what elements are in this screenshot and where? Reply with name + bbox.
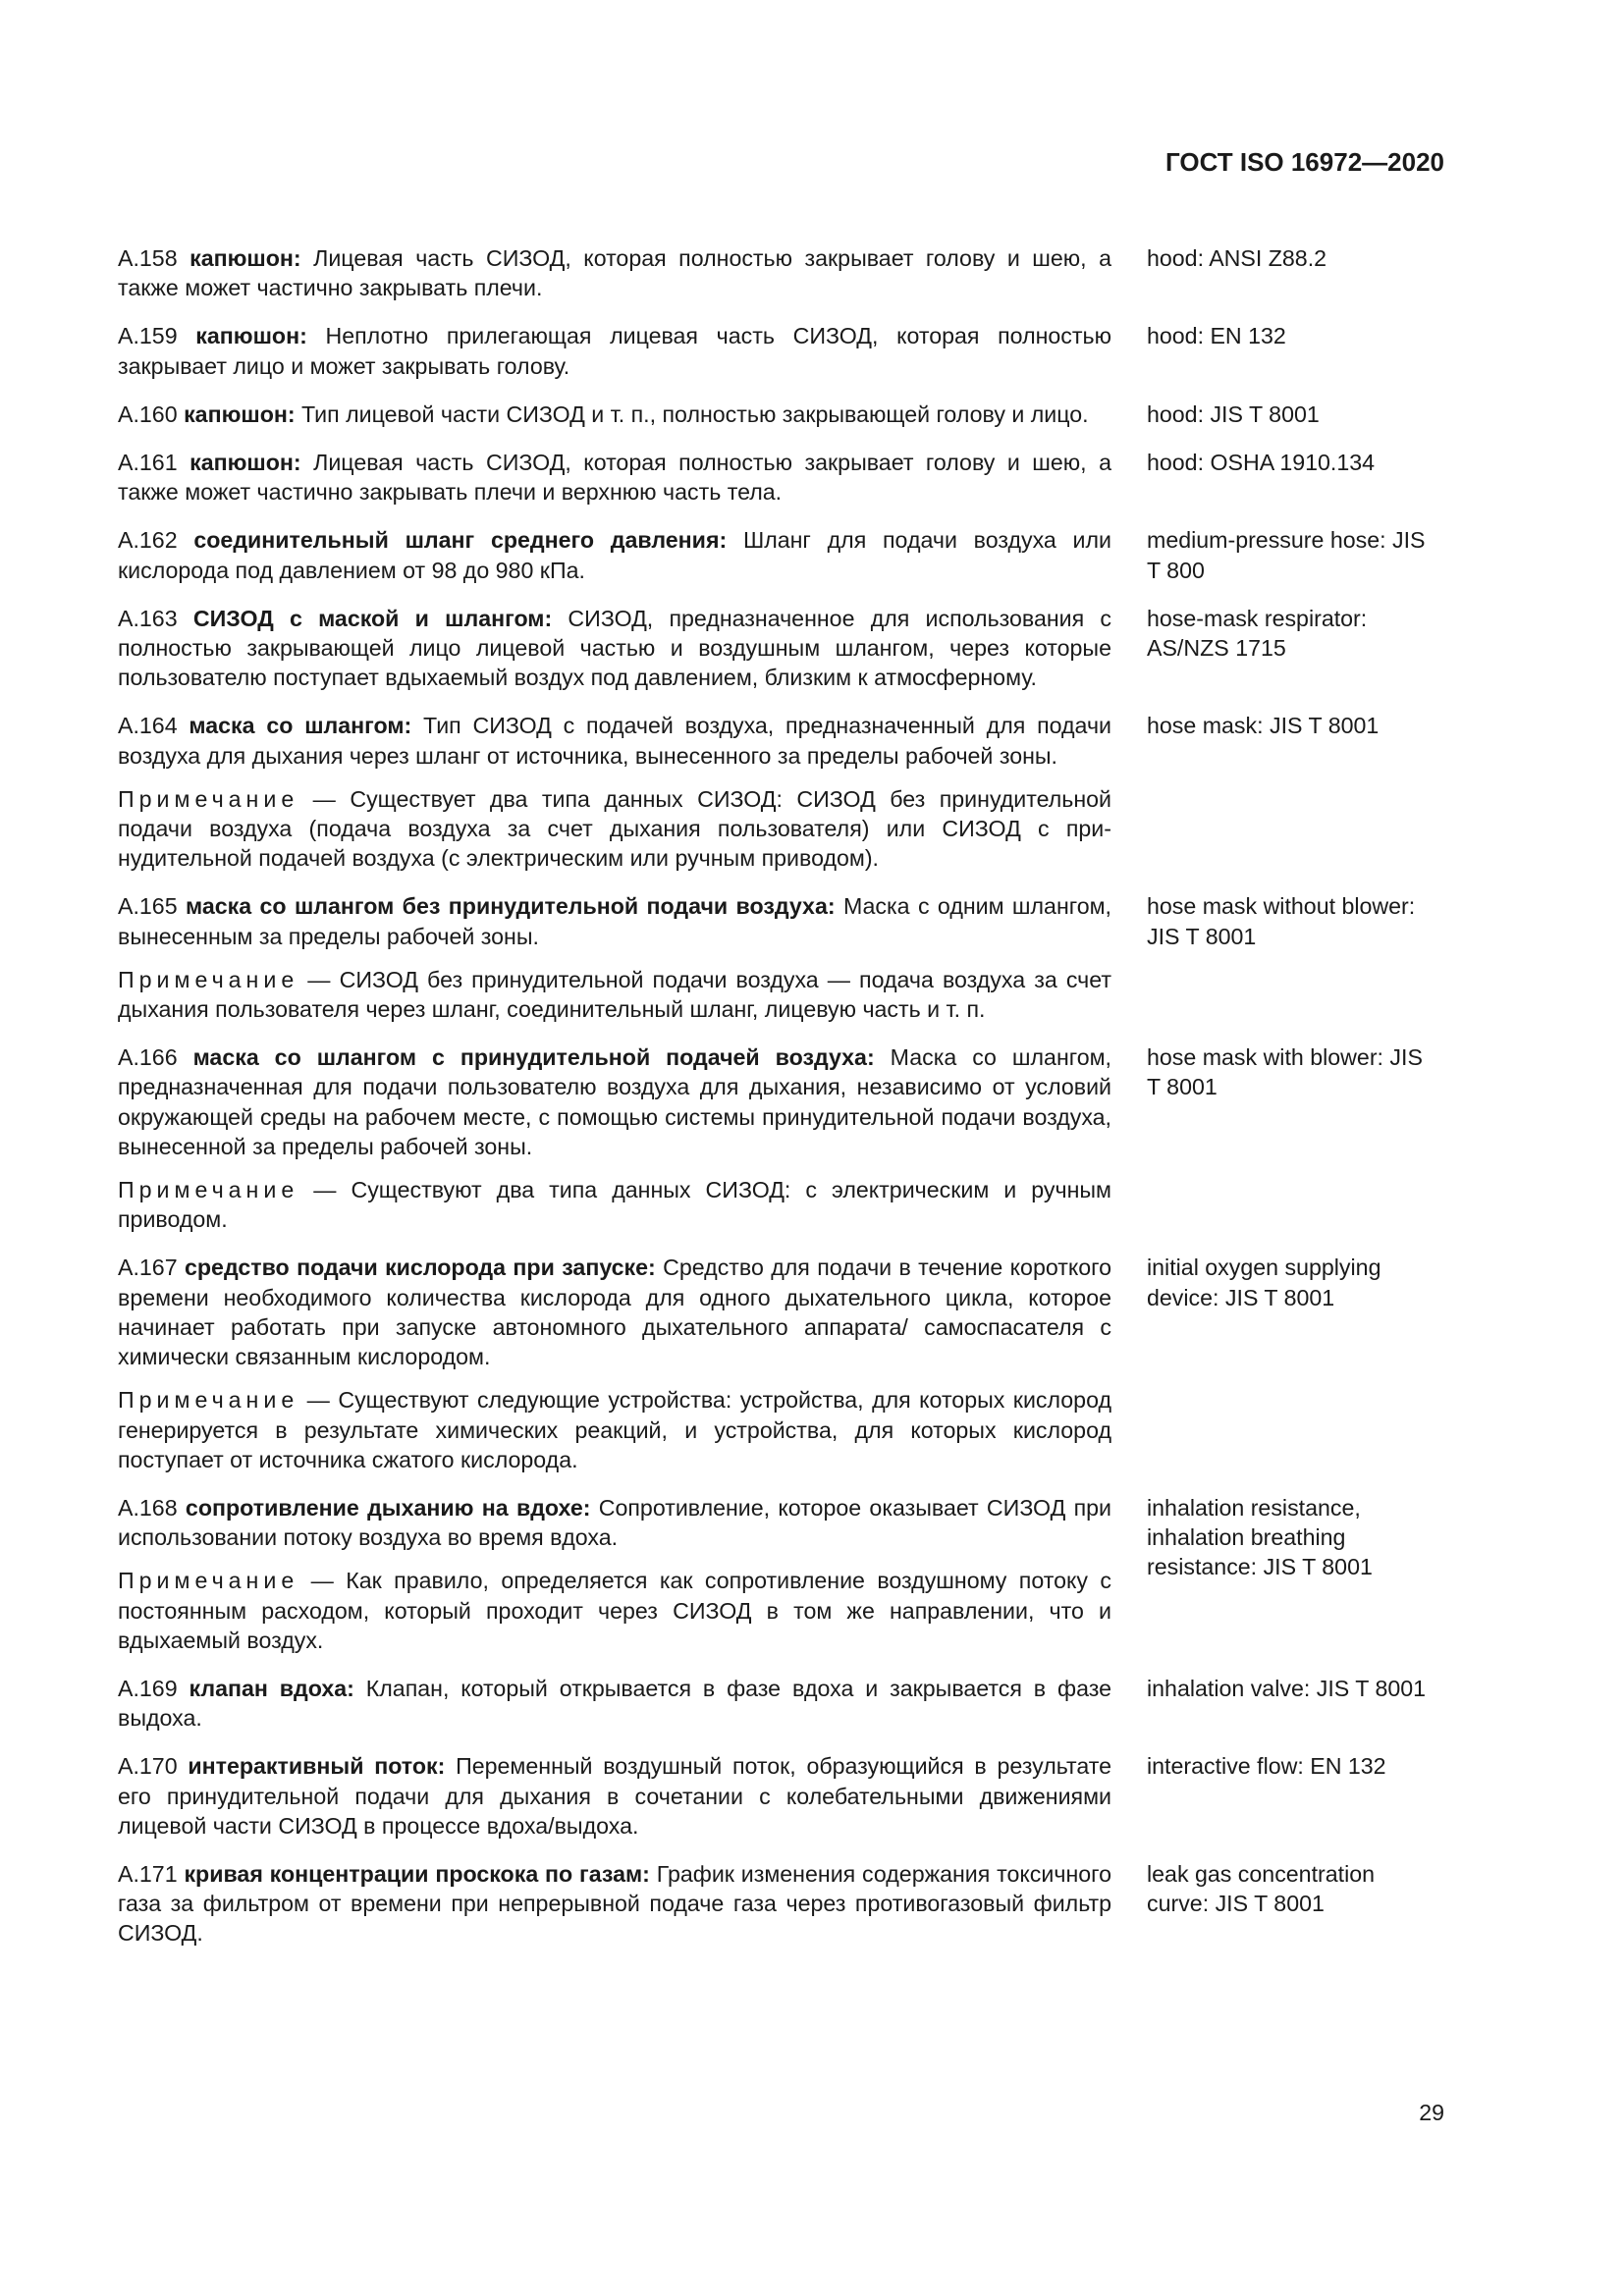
definition-column xyxy=(118,1493,1111,1655)
source-reference: hose mask without blower: JIS T 8001 xyxy=(1147,893,1416,949)
entry-number: A.162 xyxy=(118,527,178,554)
definition xyxy=(118,1674,1111,1733)
entry-number: A.160 xyxy=(118,400,178,427)
term: маска со шлангом с принудительной подачей воздуха: xyxy=(192,1044,875,1071)
source-reference: leak gas concentration curve: JIS T 8001 xyxy=(1147,1860,1376,1917)
definition-text: Переменный воздушный поток, образующийся в результате его принудительной подачи для дыхания в сочетании с колебательными движениями лицевой части СИЗОД в процессе вдоха/выдоха. xyxy=(118,1753,1111,1839)
note-label: Примечание xyxy=(118,966,299,992)
definition-text: Неплотно прилегающая лицевая часть СИЗОД, которая полностью закрывает лицо и может закрывать голову. xyxy=(118,323,1111,379)
note xyxy=(118,784,1111,874)
note xyxy=(118,1566,1111,1655)
source-reference: hose mask: JIS T 8001 xyxy=(1147,713,1380,739)
note-label: Примечание xyxy=(118,1387,299,1414)
entry-number: A.159 xyxy=(118,323,178,349)
term: маска со шлангом: xyxy=(189,713,412,739)
definition-text: Средство для подачи в течение короткого времени необходимого количества кислорода для одного дыхательного цикла, которое начинает работать при запуске автономного дыхательного аппарата/ самоспасателя с химически связанным кислородом. xyxy=(118,1255,1112,1370)
term: кривая концентрации проскока по газам: xyxy=(184,1860,650,1887)
page-number: 29 xyxy=(1419,2100,1444,2125)
term: капюшон: xyxy=(184,400,296,427)
definition-column xyxy=(118,1042,1111,1234)
source-reference: medium-pressure hose: JIS T 800 xyxy=(1147,527,1426,583)
definition-text: График изменения содержания токсичного газа за фильтром от времени при непрерывной подаче газа через противогазовый фильтр СИЗОД. xyxy=(118,1860,1111,1947)
entry-a168 xyxy=(118,1493,1430,1655)
entry-number: A.167 xyxy=(118,1255,178,1281)
term: маска со шлангом без принудительной подачи воздуха: xyxy=(186,893,836,920)
document-code: ГОСТ ISO 16972—2020 xyxy=(1164,147,1444,177)
entry-number: A.161 xyxy=(118,450,178,476)
definition xyxy=(118,1253,1111,1371)
definition-column xyxy=(118,448,1111,507)
definition-column xyxy=(118,400,1111,429)
term: клапан вдоха: xyxy=(189,1675,354,1701)
source-reference: interactive flow: EN 132 xyxy=(1147,1753,1386,1780)
term: капюшон: xyxy=(189,450,301,476)
entry-a164 xyxy=(118,711,1430,873)
definition-column xyxy=(118,1674,1111,1733)
entry-number: A.164 xyxy=(118,713,178,739)
definition-column xyxy=(118,711,1111,873)
definition-text: Лицевая часть СИЗОД, которая полностью закрывает голову и шею, а также может частично закрывать плечи и верхнюю часть тела. xyxy=(118,450,1111,506)
term: СИЗОД с маской и шлангом: xyxy=(192,605,553,631)
definition xyxy=(118,891,1111,950)
note-text: — Существует два типа данных СИЗОД: СИЗОД без принудительной подачи воздуха (подача воздуха за счет дыхания пользователя) или СИЗОД с принудительной подачей воздуха (с электрическим или ручным приводом). xyxy=(118,785,1111,872)
source-reference: initial oxygen supplying device: JIS T 8001 xyxy=(1147,1255,1381,1310)
note-label: Примечание xyxy=(118,785,299,812)
note xyxy=(118,1175,1111,1234)
definition-text: Тип лицевой части СИЗОД и т. п., полностью закрывающей голову и лицо. xyxy=(295,400,1089,427)
definition-text: Сопротивление, которое оказывает СИЗОД при использовании потоку воздуха во время вдоха. xyxy=(118,1494,1111,1551)
term: сопротивление дыханию на вдохе: xyxy=(185,1494,591,1521)
note-text: — Как правило, определяется как сопротивление воздушному потоку с постоянным расходом, который проходит через СИЗОД в том же направлении, что и вдыхаемый воздух. xyxy=(118,1568,1111,1653)
source-reference: hood: JIS T 8001 xyxy=(1147,400,1320,427)
entry-a158 xyxy=(118,243,1430,302)
source-reference: hose-mask respirator: AS/NZS 1715 xyxy=(1147,605,1368,662)
note-text: — Существуют два типа данных СИЗОД: с электрическим и ручным приводом. xyxy=(118,1177,1111,1233)
definition xyxy=(118,1042,1111,1161)
note-label: Примечание xyxy=(118,1177,299,1203)
entry-number: A.168 xyxy=(118,1494,178,1521)
definition-column xyxy=(118,1859,1111,1949)
entry-a163 xyxy=(118,604,1430,693)
source-reference: hose mask with blower: JIS T 8001 xyxy=(1147,1044,1423,1100)
definition-text: Шланг для подачи воздуха или кислорода под давлением от 98 до 980 кПа. xyxy=(118,527,1111,583)
definition-column xyxy=(118,525,1111,584)
entry-a167 xyxy=(118,1253,1430,1473)
entry-a166 xyxy=(118,1042,1430,1234)
source-reference: inhalation resistance, inhalation breathing resistance: JIS T 8001 xyxy=(1147,1494,1373,1580)
entry-number: A.163 xyxy=(118,605,178,631)
definition-text: Клапан, который открывается в фазе вдоха и закрывается в фазе выдоха. xyxy=(118,1675,1111,1732)
entry-number: A.158 xyxy=(118,245,178,271)
term: капюшон: xyxy=(189,245,301,271)
definition-text: Тип СИЗОД с подачей воздуха, предназначенный для подачи воздуха для дыхания через шланг от источника, вынесенного за пределы рабочей зоны. xyxy=(118,713,1111,769)
entry-a162 xyxy=(118,525,1430,584)
source-reference: inhalation valve: JIS T 8001 xyxy=(1147,1675,1427,1701)
definition-text: Лицевая часть СИЗОД, которая полностью закрывает голову и шею, а также может частично закрывать плечи. xyxy=(118,245,1111,301)
definition-text: СИЗОД, предназначенное для использования с полностью закрывающей лицо лицевой частью и воздушным шлангом, через которые пользователю поступает вдыхаемый воздух под давлением, близким к атмосферному. xyxy=(118,605,1111,691)
entry-a165 xyxy=(118,891,1430,1024)
definition xyxy=(118,1751,1111,1841)
definition-text: Маска с одним шлангом, вынесенным за пределы рабочей зоны. xyxy=(118,893,1111,949)
definition-column xyxy=(118,604,1111,693)
term: средство подачи кислорода при запуске: xyxy=(184,1255,656,1281)
terms-list xyxy=(118,243,1430,1967)
entry-a161 xyxy=(118,448,1430,507)
definition xyxy=(118,400,1111,429)
definition xyxy=(118,448,1111,507)
definition-column xyxy=(118,1253,1111,1473)
entry-a171 xyxy=(118,1859,1430,1949)
source-reference: hood: EN 132 xyxy=(1147,323,1286,349)
entry-number: A.166 xyxy=(118,1044,178,1071)
definition xyxy=(118,1859,1111,1949)
source-reference: hood: ANSI Z88.2 xyxy=(1147,245,1327,271)
entry-a169 xyxy=(118,1674,1430,1733)
term: капюшон: xyxy=(195,323,307,349)
definition xyxy=(118,321,1111,380)
definition xyxy=(118,711,1111,770)
entry-a170 xyxy=(118,1751,1430,1841)
definition xyxy=(118,525,1111,584)
entry-number: A.170 xyxy=(118,1753,178,1780)
definition-column xyxy=(118,321,1111,380)
definition xyxy=(118,243,1111,302)
definition-column xyxy=(118,1751,1111,1841)
term: интерактивный поток: xyxy=(188,1753,446,1780)
note-text: — Существуют следующие устройства: устройства, для которых кислород генерируется в результате химических реакций, и устройства, для которых кислород поступает от источника сжатого кислорода. xyxy=(118,1387,1111,1472)
note xyxy=(118,965,1111,1024)
definition xyxy=(118,1493,1111,1552)
entry-a160 xyxy=(118,400,1430,429)
term: соединительный шланг среднего давления: xyxy=(193,527,728,554)
note-text: — СИЗОД без принудительной подачи воздуха — подача воздуха за счет дыхания пользователя через шланг, соединительный шланг, лицевую часть и т. п. xyxy=(118,966,1111,1023)
entry-number: A.165 xyxy=(118,893,178,920)
entry-number: A.169 xyxy=(118,1675,178,1701)
entry-number: A.171 xyxy=(118,1860,178,1887)
definition-column xyxy=(118,243,1111,302)
definition-column xyxy=(118,891,1111,1024)
note xyxy=(118,1385,1111,1474)
entry-a159 xyxy=(118,321,1430,380)
note-label: Примечание xyxy=(118,1568,299,1594)
source-reference: hood: OSHA 1910.134 xyxy=(1147,450,1376,476)
definition-text: Маска со шлангом, предназначенная для подачи пользователю воздуха для дыхания, независимо от условий окружающей среды на рабочем месте, с помощью системы принудительной подачи воздуха, вынесенной за пределы рабочей зоны. xyxy=(118,1044,1111,1159)
definition xyxy=(118,604,1111,693)
